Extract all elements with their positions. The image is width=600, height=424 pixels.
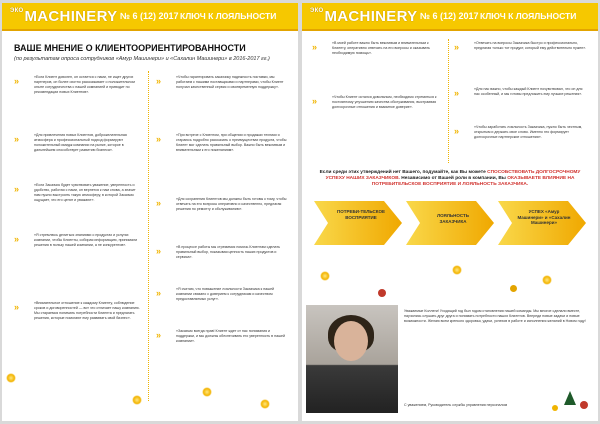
quote-chevron-icon: » [156, 246, 162, 256]
sparkle-decoration [260, 399, 270, 409]
issue-number: № 6 (12) 2017 [420, 11, 479, 21]
column-divider [448, 39, 449, 163]
quote: «Внимательное отношение к каждому Клиенту, соблюдение сроков и договоренностей — вот что отличает нашу компанию. Мы стараемся понимать потребности Клиента и предлагать решения, которые помогают ему развивать свой бизнес». [34, 301, 140, 320]
quote-chevron-icon: » [156, 134, 162, 144]
magazine-logo: $^{ЭКО}$MACHINERY [10, 8, 118, 25]
quote-chevron-icon: » [156, 288, 162, 298]
ornament-icon [552, 405, 558, 411]
right-page [302, 3, 598, 421]
quote: «Если Заказчик будет чувствовать уважение, уверенность и удобство, работая с нами, он вернется к нам снова, а значит нам нужно выстроить такую атмосферу, в которой Заказчик ощущает, что его ценят и уважают». [34, 183, 136, 202]
flow-step-label: ЛОЯЛЬНОСТЬ ЗАКАЗЧИКА [436, 213, 470, 224]
sparkle-decoration [542, 275, 552, 285]
ornament-icon [510, 285, 517, 292]
quote: «Чтобы заработать лояльность Заказчика, нужно быть честным, открытым и держать свое слово. Именно это формирует долгосрочные партнерские отношения». [474, 125, 583, 139]
quote: «Для нас важно, чтобы каждый Клиент почувствовал, что он для нас особенный, и мы готовы предложить ему лучшие решения». [474, 87, 583, 96]
quote-chevron-icon: » [312, 96, 318, 106]
quote-chevron-icon: » [14, 134, 20, 144]
header-bar [2, 3, 298, 31]
quote: «Для привлечения новых Клиентов, доброжелательная атмосфера и профессиональный подход формируют положительный имидж компании на рынке, которое в дальнейшем способствует развитию бизнеса». [34, 133, 127, 152]
quote-chevron-icon: » [14, 234, 20, 244]
flow-step-label: УСПЕХ «Амур Машинери» и «Сахалин Машинери» [517, 209, 571, 225]
ornament-icon [378, 289, 386, 297]
quote: «Чтобы гарантировать заказчику надежность поставки, мы работаем с нашими поставщиками и партнерами, чтобы Клиент получал качественный сервис и своевременную поддержку». [176, 75, 284, 89]
sparkle-decoration [6, 373, 16, 383]
quote: «Я стремлюсь делиться знаниями о продуктах и услугах компании, чтобы Клиенты, собирая информацию, принимали решения в пользу нашей компании, а не конкурентов». [34, 233, 138, 247]
quote: «При встрече с Клиентом, при общении и продажах техники я стараюсь подробно рассказать о преимуществах продукта, чтобы Клиент мог сделать правильный выбор. Важно быть вежливым и внимательным к его пожеланиям». [176, 133, 287, 152]
ornament-icon [580, 401, 588, 409]
quote-chevron-icon: » [312, 42, 318, 52]
quote: «Для сохранения Клиентов мы должны быть готовы к тому, чтобы отвечать на его вопросы оперативно и качественно, предлагая решения по ремонту и обслуживанию». [176, 197, 287, 211]
quote-chevron-icon: » [14, 76, 20, 86]
sparkle-decoration [202, 387, 212, 397]
quote-chevron-icon: » [454, 88, 460, 98]
call-to-action-paragraph: Если среди этих утверждений нет Вашего, подумайте, как Вы можете СПОСОБСТВОВАТЬ ДОЛГОСРОЧНОМУ УСПЕХУ НАШИХ ЗАКАЗЧИКОВ. Независимо от Вашей роли в компании, Вы ОКАЗЫВАЕТЕ ВЛИЯНИЕ НА ПОТРЕБИТЕЛЬСКОЕ ВОСПРИЯТИЕ И ЛОЯЛЬНОСТЬ ЗАКАЗЧИКА. [319, 170, 581, 188]
flow-arrow [314, 201, 402, 245]
quote-chevron-icon: » [156, 198, 162, 208]
section-title: КЛЮЧ К ЛОЯЛЬНОСТИ [180, 11, 277, 21]
article-title: ВАШЕ МНЕНИЕ О КЛИЕНТООРИЕНТИРОВАННОСТИ [14, 43, 246, 53]
quote-chevron-icon: » [14, 302, 20, 312]
magazine-logo: $^{ЭКО}$MACHINERY [310, 8, 418, 25]
column-divider [148, 71, 149, 401]
article-subtitle: (по результатам опроса сотрудников «Амур Машинери» и «Сахалин Машинери» в 2016-2017 гг.) [14, 56, 270, 62]
quote: «Отвечать на вопросы Заказчика быстро и профессионально, предлагая только тот продукт, который ему действительно нужен». [474, 41, 587, 50]
quote: «В процессе работы мы стремимся помочь Клиентам сделать правильный выбор, показывая ценность наших продуктов и сервиса». [176, 245, 280, 259]
greeting-letter: Уважаемые Коллеги! Уходящий год был годом становления нашей команды. Мы многое сделали вместе, научились слушать друг друга и понимать потребности наших Клиентов. Впереди новые задачи и новые возможности. Желаю всем крепкого здоровья, удачи, успехов в работе и исполнения желаний в Новом году! [404, 309, 586, 323]
sparkle-decoration [320, 271, 330, 281]
quote-chevron-icon: » [454, 126, 460, 136]
sparkle-decoration [452, 265, 462, 275]
header-bar [302, 3, 598, 31]
quote: «Чтобы Клиент остался довольным, необходимо стремиться к постоянному улучшению качества обслуживания, выстраивая долгосрочные отношения и взаимное доверие». [332, 95, 437, 109]
quote-chevron-icon: » [156, 330, 162, 340]
quote: «Заказчик всегда прав! Клиент ждет от нас понимания и поддержки, и мы должны обеспечивать его уверенность в нашей компании». [176, 329, 285, 343]
issue-number: № 6 (12) 2017 [120, 11, 179, 21]
quote: «В моей работе важно быть вежливым и внимательным к Клиенту, оперативно отвечать на его вопросы и оказывать необходимую помощь». [332, 41, 430, 55]
left-page [2, 3, 298, 421]
letter-signature: С уважением, Руководитель службы управления персоналом [404, 403, 508, 407]
flow-step-label: ПОТРЕБИ-ТЕЛЬСКОЕ ВОСПРИЯТИЕ [337, 209, 385, 220]
quote-chevron-icon: » [14, 184, 20, 194]
quote-chevron-icon: » [156, 76, 162, 86]
quote-chevron-icon: » [454, 42, 460, 52]
sparkle-decoration [132, 395, 142, 405]
section-title: КЛЮЧ К ЛОЯЛЬНОСТИ [480, 11, 577, 21]
quote: «Я считаю, что повышение лояльности Заказчика к нашей компании связано с доверием к сотрудникам и качеством предоставляемых услуг». [176, 287, 275, 301]
christmas-tree-icon [564, 391, 576, 405]
author-photo [306, 305, 398, 413]
quote: «Если Клиент доволен, он остается с нами, не ищет других партнеров, он более охотно рассказывает о положительном опыте сотрудничества с нашей компанией и приводит по рекомендации новых Клиентов». [34, 75, 135, 94]
